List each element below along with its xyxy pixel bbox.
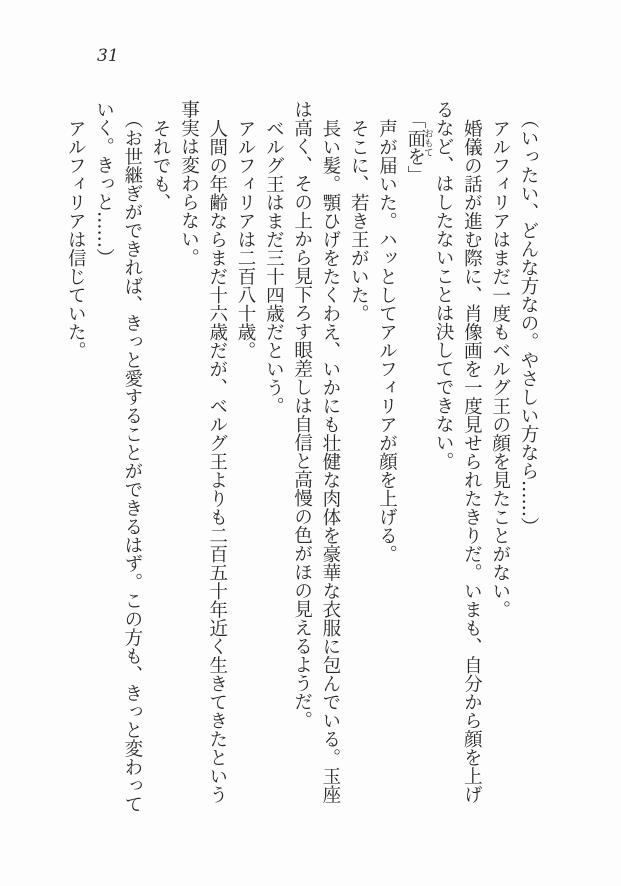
- ruby-base: 面 おもて: [405, 129, 426, 148]
- paragraph: そこに、若き王がいた。: [348, 118, 370, 322]
- paragraph: （いったい、どんな方なの。やさしい方なら……）: [518, 110, 539, 536]
- furigana: おもて: [421, 128, 433, 158]
- paragraph: （お世継ぎができれば、きっと愛することができるはず。この方も、きっと変わって いく。きっと……）: [93, 100, 143, 814]
- paragraph: 長い髪。顎ひげをたくわえ、いかにも壮健な肉体を豪華な衣服に包んでいる。玉座 は高く、その上から見下ろす眼差しは自信と高慢の色がほの見えるようだ。: [291, 100, 341, 803]
- paragraph: 人間の年齢ならまだ十六歳だが、ベルグ王よりも二百五十年近く生きてきたという 事実は変わらない。: [178, 100, 228, 803]
- page-number: 31: [97, 46, 119, 66]
- paragraph: 声が届いた。ハッとしてアルフィリアが顔を上げる。: [376, 118, 398, 563]
- paragraph: 婚儀の話が進む際に、肖像画を一度見せられたきりだ。いまも、自分から顔を上げ るなど、はしたないことは決してできない。: [433, 100, 483, 803]
- paragraph: アルフィリアはまだ一度もベルグ王の顔を見たことがない。: [489, 118, 511, 618]
- paragraph: アルフィリアは信じていた。: [65, 118, 87, 359]
- page-text: [61, 100, 542, 842]
- paragraph: ベルグ王はまだ三十四歳だという。: [263, 118, 285, 415]
- paragraph: 「面 おもて を」: [404, 110, 433, 185]
- paragraph: アルフィリアは二百八十歳。: [235, 118, 257, 359]
- paragraph: それでも、: [150, 118, 172, 211]
